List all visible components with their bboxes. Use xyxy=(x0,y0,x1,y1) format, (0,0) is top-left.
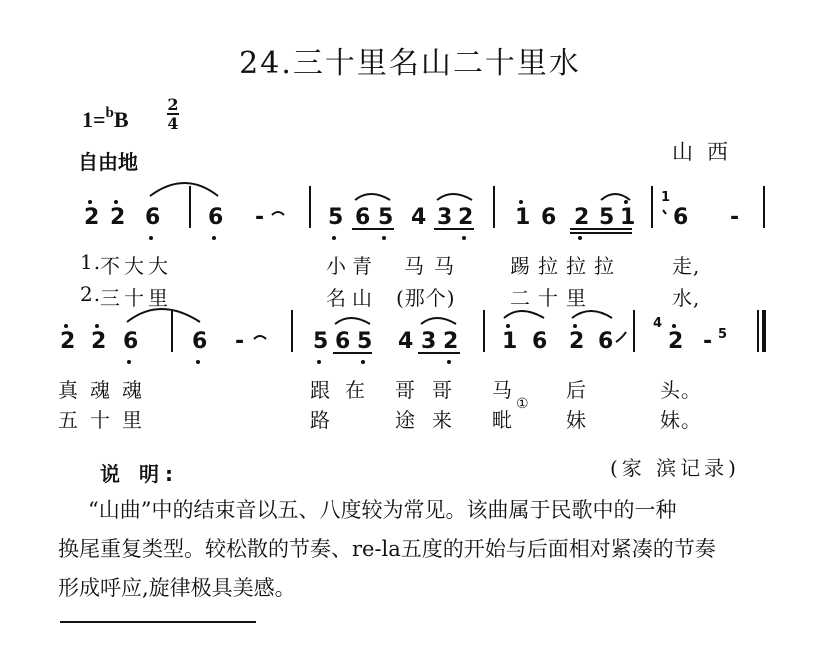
note: 3 xyxy=(421,329,437,354)
note: 2 xyxy=(574,205,590,230)
note: 6 xyxy=(541,205,557,230)
meter-top: 2 xyxy=(167,95,179,114)
lyric: 哥 xyxy=(395,378,416,402)
note: 1 xyxy=(620,205,636,230)
key-prefix: 1= xyxy=(82,107,106,132)
note: 5 xyxy=(357,329,373,354)
lyric: 三 xyxy=(100,286,121,310)
note: 6 xyxy=(335,329,351,354)
note: 6 xyxy=(123,329,139,354)
note: - xyxy=(703,329,713,354)
lyric: (那个) xyxy=(396,286,456,310)
note: 4 xyxy=(411,205,427,230)
note: 6 xyxy=(355,205,371,230)
note: 2 xyxy=(458,205,474,230)
note: 5 xyxy=(378,205,394,230)
lyric: 毗 xyxy=(492,408,513,432)
lyric: 2. xyxy=(80,282,102,306)
lyric: 妹。 xyxy=(660,408,702,432)
lyric: 里 xyxy=(566,286,587,310)
lyric: 二 xyxy=(510,286,531,310)
meter-bottom: 4 xyxy=(167,114,179,133)
grace-note: 1 xyxy=(661,190,671,205)
lyric: 大 xyxy=(124,254,145,278)
lyric: 拉 xyxy=(538,254,559,278)
recorder-credit: (家 滨记录) xyxy=(610,456,740,480)
lyric: 马 xyxy=(492,378,513,402)
lyric: 马 xyxy=(404,254,425,278)
note: 1 xyxy=(515,205,531,230)
note: 2 xyxy=(443,329,459,354)
note: 6 xyxy=(673,205,689,230)
lyric: 1. xyxy=(80,250,102,274)
note: 2 xyxy=(668,329,684,354)
note: 6 xyxy=(598,329,614,354)
lyric: 十 xyxy=(90,408,111,432)
lyric: 里 xyxy=(148,286,169,310)
lyric: 不 xyxy=(100,254,121,278)
note: 5 xyxy=(599,205,615,230)
footnote-marker: ① xyxy=(516,396,529,412)
lyric: 名 xyxy=(326,286,347,310)
note: 6 xyxy=(192,329,208,354)
section-heading: 说 明: xyxy=(100,462,179,486)
lyric: 大 xyxy=(148,254,169,278)
lyric: 来 xyxy=(432,408,453,432)
note: 5 xyxy=(313,329,329,354)
lyric: 魂 xyxy=(122,378,143,402)
lyric: 头。 xyxy=(660,378,702,402)
lyric: 哥 xyxy=(432,378,453,402)
body-line: “山曲”中的结束音以五、八度较为常见。该曲属于民歌中的一种 xyxy=(88,498,677,522)
note: 5 xyxy=(328,205,344,230)
tempo-marking: 自由地 xyxy=(78,150,138,174)
lyric: 真 xyxy=(58,378,79,402)
page-title: 24.三十里名山二十里水 xyxy=(239,46,581,81)
lyric: 拉 xyxy=(594,254,615,278)
note: 2 xyxy=(91,329,107,354)
lyric: 十 xyxy=(538,286,559,310)
lyric: 水, xyxy=(672,286,701,310)
note: - xyxy=(730,205,740,230)
note: 2 xyxy=(84,205,100,230)
note: 3 xyxy=(437,205,453,230)
note: 6 xyxy=(145,205,161,230)
lyric: 后 xyxy=(566,378,587,402)
lyric: 山 xyxy=(352,286,373,310)
note: 5 xyxy=(718,327,728,342)
note: - xyxy=(255,205,265,230)
note: 2 xyxy=(569,329,585,354)
lyric: 踢 xyxy=(510,254,531,278)
lyric: 拉 xyxy=(566,254,587,278)
note: 2 xyxy=(110,205,126,230)
note: 1 xyxy=(502,329,518,354)
lyric: 马 xyxy=(434,254,455,278)
lyric: 路 xyxy=(310,408,331,432)
lyric: 小 xyxy=(326,254,347,278)
note: - xyxy=(235,329,245,354)
body-line: 换尾重复类型。较松散的节奏、re-la五度的开始与后面相对紧凑的节奏 xyxy=(58,537,716,561)
footnote-divider xyxy=(60,621,256,623)
grace-note: 4 xyxy=(653,316,663,331)
lyric: 走, xyxy=(672,254,701,278)
lyric: 里 xyxy=(122,408,143,432)
note: 6 xyxy=(532,329,548,354)
note: 4 xyxy=(398,329,414,354)
body-line: 形成呼应,旋律极具美感。 xyxy=(58,576,296,600)
lyric: 妹 xyxy=(566,408,587,432)
lyric: 五 xyxy=(58,408,79,432)
lyric: 十 xyxy=(124,286,145,310)
key-tonic: B xyxy=(113,107,129,132)
lyric: 途 xyxy=(395,408,416,432)
note: 6 xyxy=(208,205,224,230)
flat-sign: b xyxy=(105,105,114,121)
lyric: 跟 xyxy=(310,378,331,402)
lyric: 在 xyxy=(345,378,366,402)
region-label: 山西 xyxy=(672,140,742,164)
note: 2 xyxy=(60,329,76,354)
lyric: 魂 xyxy=(90,378,111,402)
lyric: 青 xyxy=(352,254,373,278)
